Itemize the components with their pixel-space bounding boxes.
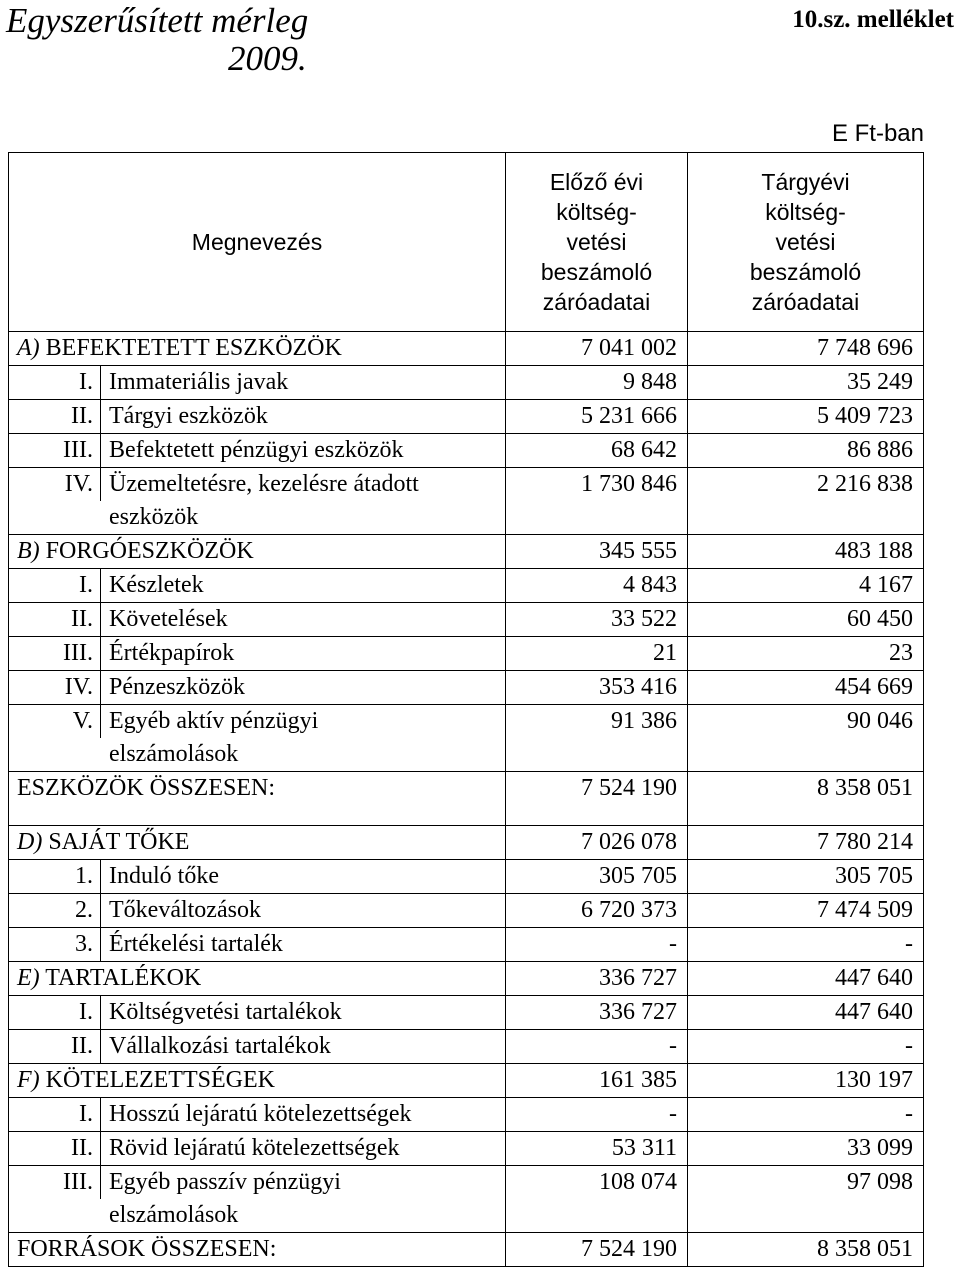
item-label-line-2: eszközök: [9, 501, 506, 535]
previous-value: 33 522: [506, 603, 688, 637]
column-header-previous: Előző évi költség- vetési beszámoló záróadatai: [506, 153, 688, 332]
item-number: I.: [9, 996, 101, 1030]
item-number: 2.: [9, 894, 101, 928]
item-label-line-2: elszámolások: [9, 738, 506, 772]
current-value: 2 216 838: [688, 468, 924, 502]
item-row-continuation: [9, 738, 924, 772]
current-value: 7 474 509: [688, 894, 924, 928]
item-number: I.: [9, 366, 101, 400]
previous-value: 68 642: [506, 434, 688, 468]
section-title: KÖTELEZETTSÉGEK: [45, 1067, 275, 1093]
item-label: Értékelési tartalék: [101, 928, 506, 962]
section-letter: E): [17, 965, 40, 991]
item-row-continuation: [9, 1199, 924, 1233]
previous-value: 305 705: [506, 860, 688, 894]
item-label-line-1: Egyéb passzív pénzügyi: [109, 1169, 341, 1195]
empty-cell: [688, 738, 924, 772]
item-label: Értékpapírok: [101, 637, 506, 671]
item-row: [9, 996, 924, 1030]
item-number: 3.: [9, 928, 101, 962]
section-label: [9, 962, 506, 996]
current-value: 454 669: [688, 671, 924, 705]
item-row: [9, 894, 924, 928]
empty-cell: [688, 1199, 924, 1233]
current-value: 90 046: [688, 705, 924, 739]
total-row: [9, 1233, 924, 1267]
title-line-1: Egyszerűsített mérleg: [6, 1, 309, 40]
previous-value: 7 524 190: [506, 1233, 688, 1267]
section-letter: A): [17, 335, 40, 361]
item-number: III.: [9, 434, 101, 468]
item-number: III.: [9, 637, 101, 671]
item-label: [101, 1166, 506, 1200]
item-row: [9, 603, 924, 637]
previous-value: 161 385: [506, 1064, 688, 1098]
item-number: V.: [9, 705, 101, 739]
previous-value: 336 727: [506, 996, 688, 1030]
section-title: TARTALÉKOK: [45, 965, 202, 991]
total-row: [9, 772, 924, 806]
total-label: ESZKÖZÖK ÖSSZESEN:: [9, 772, 506, 806]
item-row-continuation: [9, 501, 924, 535]
previous-value: 91 386: [506, 705, 688, 739]
item-label: [101, 468, 506, 502]
current-value: 5 409 723: [688, 400, 924, 434]
previous-value: 7 026 078: [506, 826, 688, 860]
item-number: II.: [9, 1030, 101, 1064]
item-label: Induló tőke: [101, 860, 506, 894]
item-number: IV.: [9, 468, 101, 502]
item-number: III.: [9, 1166, 101, 1200]
previous-value: -: [506, 928, 688, 962]
section-row: [9, 826, 924, 860]
document-title: [6, 2, 406, 78]
previous-value: -: [506, 1098, 688, 1132]
unit-label: E Ft-ban: [831, 120, 924, 147]
current-value: 447 640: [688, 996, 924, 1030]
previous-value: 4 843: [506, 569, 688, 603]
current-value: 35 249: [688, 366, 924, 400]
current-value: 97 098: [688, 1166, 924, 1200]
current-value: -: [688, 1030, 924, 1064]
current-value: 86 886: [688, 434, 924, 468]
item-number: II.: [9, 603, 101, 637]
previous-value: 7 041 002: [506, 332, 688, 366]
item-label: Követelések: [101, 603, 506, 637]
previous-value: 7 524 190: [506, 772, 688, 806]
current-value: 60 450: [688, 603, 924, 637]
item-label: [101, 705, 506, 739]
item-label: Költségvetési tartalékok: [101, 996, 506, 1030]
section-label: [9, 826, 506, 860]
current-value: 8 358 051: [688, 1233, 924, 1267]
title-line-2: 2009.: [228, 39, 307, 78]
item-label: Készletek: [101, 569, 506, 603]
previous-value: 6 720 373: [506, 894, 688, 928]
previous-value: 336 727: [506, 962, 688, 996]
item-number: I.: [9, 1098, 101, 1132]
item-label-line-1: Üzemeltetésre, kezelésre átadott: [109, 471, 419, 497]
item-label-line-2: elszámolások: [9, 1199, 506, 1233]
balance-sheet-table: [8, 152, 924, 1267]
section-row: [9, 962, 924, 996]
item-row: [9, 671, 924, 705]
current-value: 7 748 696: [688, 332, 924, 366]
previous-value: 21: [506, 637, 688, 671]
section-letter: F): [17, 1067, 40, 1093]
item-number: II.: [9, 1132, 101, 1166]
section-row: [9, 535, 924, 569]
item-number: 1.: [9, 860, 101, 894]
item-label: Rövid lejáratú kötelezettségek: [101, 1132, 506, 1166]
current-value: 33 099: [688, 1132, 924, 1166]
section-title: FORGÓESZKÖZÖK: [45, 538, 254, 564]
table-body: [9, 332, 924, 1267]
column-header-name: Megnevezés: [9, 153, 506, 332]
previous-value: 108 074: [506, 1166, 688, 1200]
item-label-line-1: Egyéb aktív pénzügyi: [109, 708, 319, 734]
item-row: [9, 860, 924, 894]
section-label: [9, 535, 506, 569]
current-value: 8 358 051: [688, 772, 924, 806]
item-number: I.: [9, 569, 101, 603]
empty-cell: [506, 738, 688, 772]
item-row: [9, 569, 924, 603]
section-letter: B): [17, 538, 40, 564]
annex-label: 10.sz. melléklet: [792, 6, 954, 33]
item-number: IV.: [9, 671, 101, 705]
item-label: Pénzeszközök: [101, 671, 506, 705]
item-row-multiline: [9, 705, 924, 739]
current-value: 447 640: [688, 962, 924, 996]
empty-cell: [688, 501, 924, 535]
current-value: 305 705: [688, 860, 924, 894]
section-title: SAJÁT TŐKE: [48, 829, 190, 855]
current-value: 4 167: [688, 569, 924, 603]
empty-cell: [506, 501, 688, 535]
current-value: 7 780 214: [688, 826, 924, 860]
item-label: Vállalkozási tartalékok: [101, 1030, 506, 1064]
empty-cell: [506, 1199, 688, 1233]
item-row: [9, 928, 924, 962]
current-value: 483 188: [688, 535, 924, 569]
previous-value: 53 311: [506, 1132, 688, 1166]
section-label: [9, 332, 506, 366]
table-header-row: [9, 153, 924, 332]
item-row: [9, 400, 924, 434]
section-row: [9, 332, 924, 366]
item-label: Hosszú lejáratú kötelezettségek: [101, 1098, 506, 1132]
section-label: [9, 1064, 506, 1098]
current-value: -: [688, 1098, 924, 1132]
section-letter: D): [17, 829, 43, 855]
item-row: [9, 1098, 924, 1132]
total-label: FORRÁSOK ÖSSZESEN:: [9, 1233, 506, 1267]
current-value: -: [688, 928, 924, 962]
item-row: [9, 637, 924, 671]
item-row: [9, 366, 924, 400]
item-row-multiline: [9, 1166, 924, 1200]
previous-value: 345 555: [506, 535, 688, 569]
item-label: Tárgyi eszközök: [101, 400, 506, 434]
current-value: 130 197: [688, 1064, 924, 1098]
item-row: [9, 1030, 924, 1064]
item-label: Tőkeváltozások: [101, 894, 506, 928]
previous-value: -: [506, 1030, 688, 1064]
item-row-multiline: [9, 468, 924, 502]
item-label: Immateriális javak: [101, 366, 506, 400]
spacer-row: [9, 805, 924, 826]
item-label: Befektetett pénzügyi eszközök: [101, 434, 506, 468]
item-row: [9, 434, 924, 468]
previous-value: 5 231 666: [506, 400, 688, 434]
previous-value: 353 416: [506, 671, 688, 705]
previous-value: 9 848: [506, 366, 688, 400]
section-title: BEFEKTETETT ESZKÖZÖK: [45, 335, 342, 361]
current-value: 23: [688, 637, 924, 671]
column-header-current: Tárgyévi költség- vetési beszámoló záróadatai: [688, 153, 924, 332]
item-row: [9, 1132, 924, 1166]
previous-value: 1 730 846: [506, 468, 688, 502]
item-number: II.: [9, 400, 101, 434]
section-row: [9, 1064, 924, 1098]
